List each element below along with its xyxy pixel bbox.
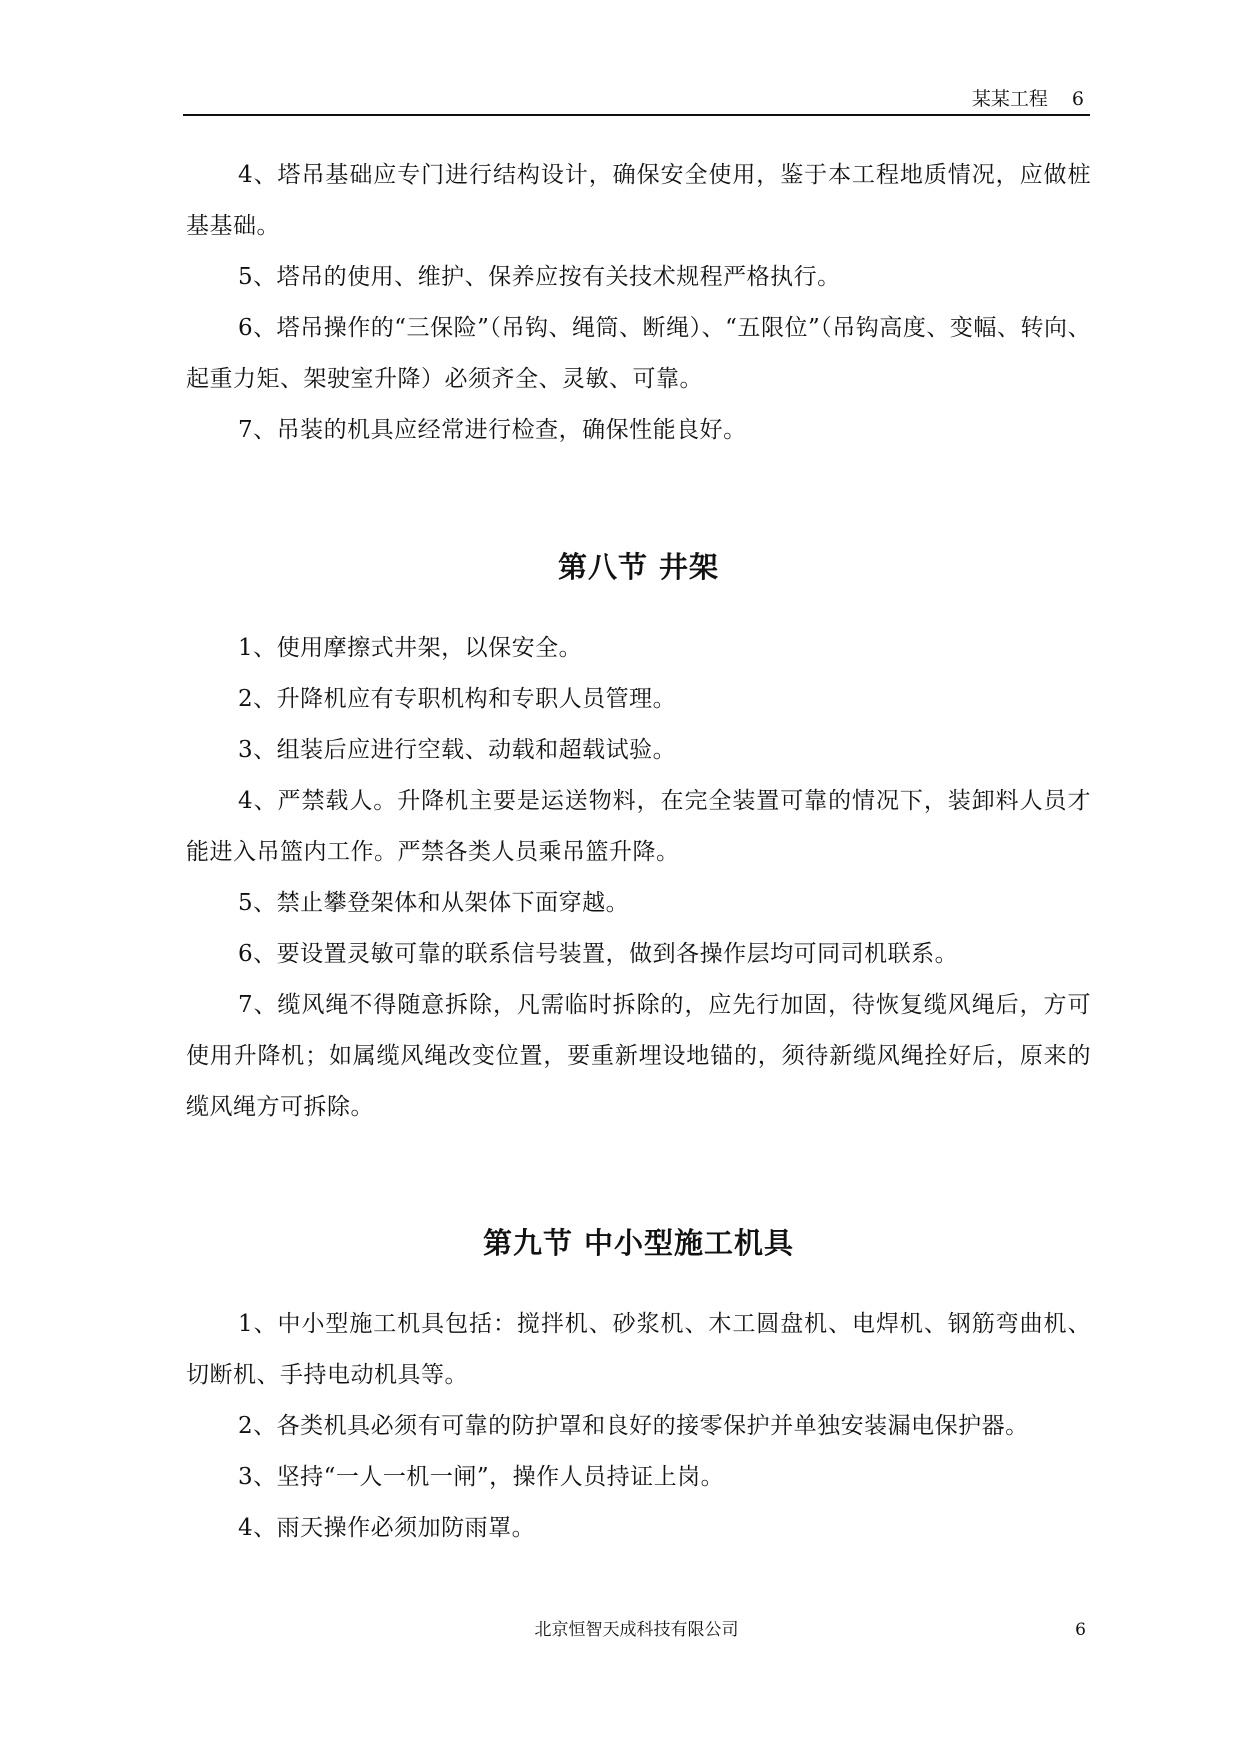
paragraph: 4、雨天操作必须加防雨罩。 xyxy=(238,1515,536,1541)
header-project-name: 某某工程 xyxy=(971,88,1048,110)
paragraph: 4、严禁载人。升降机主要是运送物料，在完全装置可靠的情况下，装卸料人员才能进入吊篮内工作。严禁各类人员乘吊篮升降。 xyxy=(186,788,1091,865)
footer-page-number: 6 xyxy=(1075,1620,1086,1640)
paragraph: 5、禁止攀登架体和从架体下面穿越。 xyxy=(238,890,630,916)
page-header xyxy=(183,84,1090,116)
paragraph: 1、中小型施工机具包括：搅拌机、砂浆机、木工圆盘机、电焊机、钢筋弯曲机、切断机、手持电动机具等。 xyxy=(186,1311,1091,1388)
paragraph: 6、塔吊操作的“三保险”（吊钩、绳筒、断绳）、“五限位”（吊钩高度、变幅、转向、起重力矩、架驶室升降）必须齐全、灵敏、可靠。 xyxy=(186,315,1091,392)
paragraph: 2、各类机具必须有可靠的防护罩和良好的接零保护并单独安装漏电保护器。 xyxy=(238,1413,1029,1439)
footer-company: 北京恒智天成科技有限公司 xyxy=(534,1620,739,1640)
paragraph: 5、塔吊的使用、维护、保养应按有关技术规程严格执行。 xyxy=(238,264,841,290)
paragraph: 1、使用摩擦式井架，以保安全。 xyxy=(238,635,583,661)
paragraph: 3、坚持“一人一机一闸”，操作人员持证上岗。 xyxy=(238,1464,725,1490)
page-footer xyxy=(183,1618,1090,1642)
header-page-number: 6 xyxy=(1071,88,1084,110)
paragraph: 3、组装后应进行空载、动载和超载试验。 xyxy=(238,737,677,763)
paragraph: 2、升降机应有专职机构和专职人员管理。 xyxy=(238,686,677,712)
paragraph: 7、缆风绳不得随意拆除，凡需临时拆除的，应先行加固，待恢复缆风绳后，方可使用升降机；如属缆风绳改变位置，要重新埋设地锚的，须待新缆风绳拴好后，原来的缆风绳方可拆除。 xyxy=(186,992,1091,1120)
document-body xyxy=(186,150,1091,1554)
paragraph: 4、塔吊基础应专门进行结构设计，确保安全使用，鉴于本工程地质情况，应做桩基基础。 xyxy=(186,162,1091,239)
section-title-8: 第八节 井架 xyxy=(557,550,720,584)
header-info xyxy=(972,88,1084,110)
section-title-9: 第九节 中小型施工机具 xyxy=(482,1226,795,1260)
paragraph: 7、吊装的机具应经常进行检查，确保性能良好。 xyxy=(238,417,747,443)
paragraph: 6、要设置灵敏可靠的联系信号装置，做到各操作层均可同司机联系。 xyxy=(238,941,959,967)
